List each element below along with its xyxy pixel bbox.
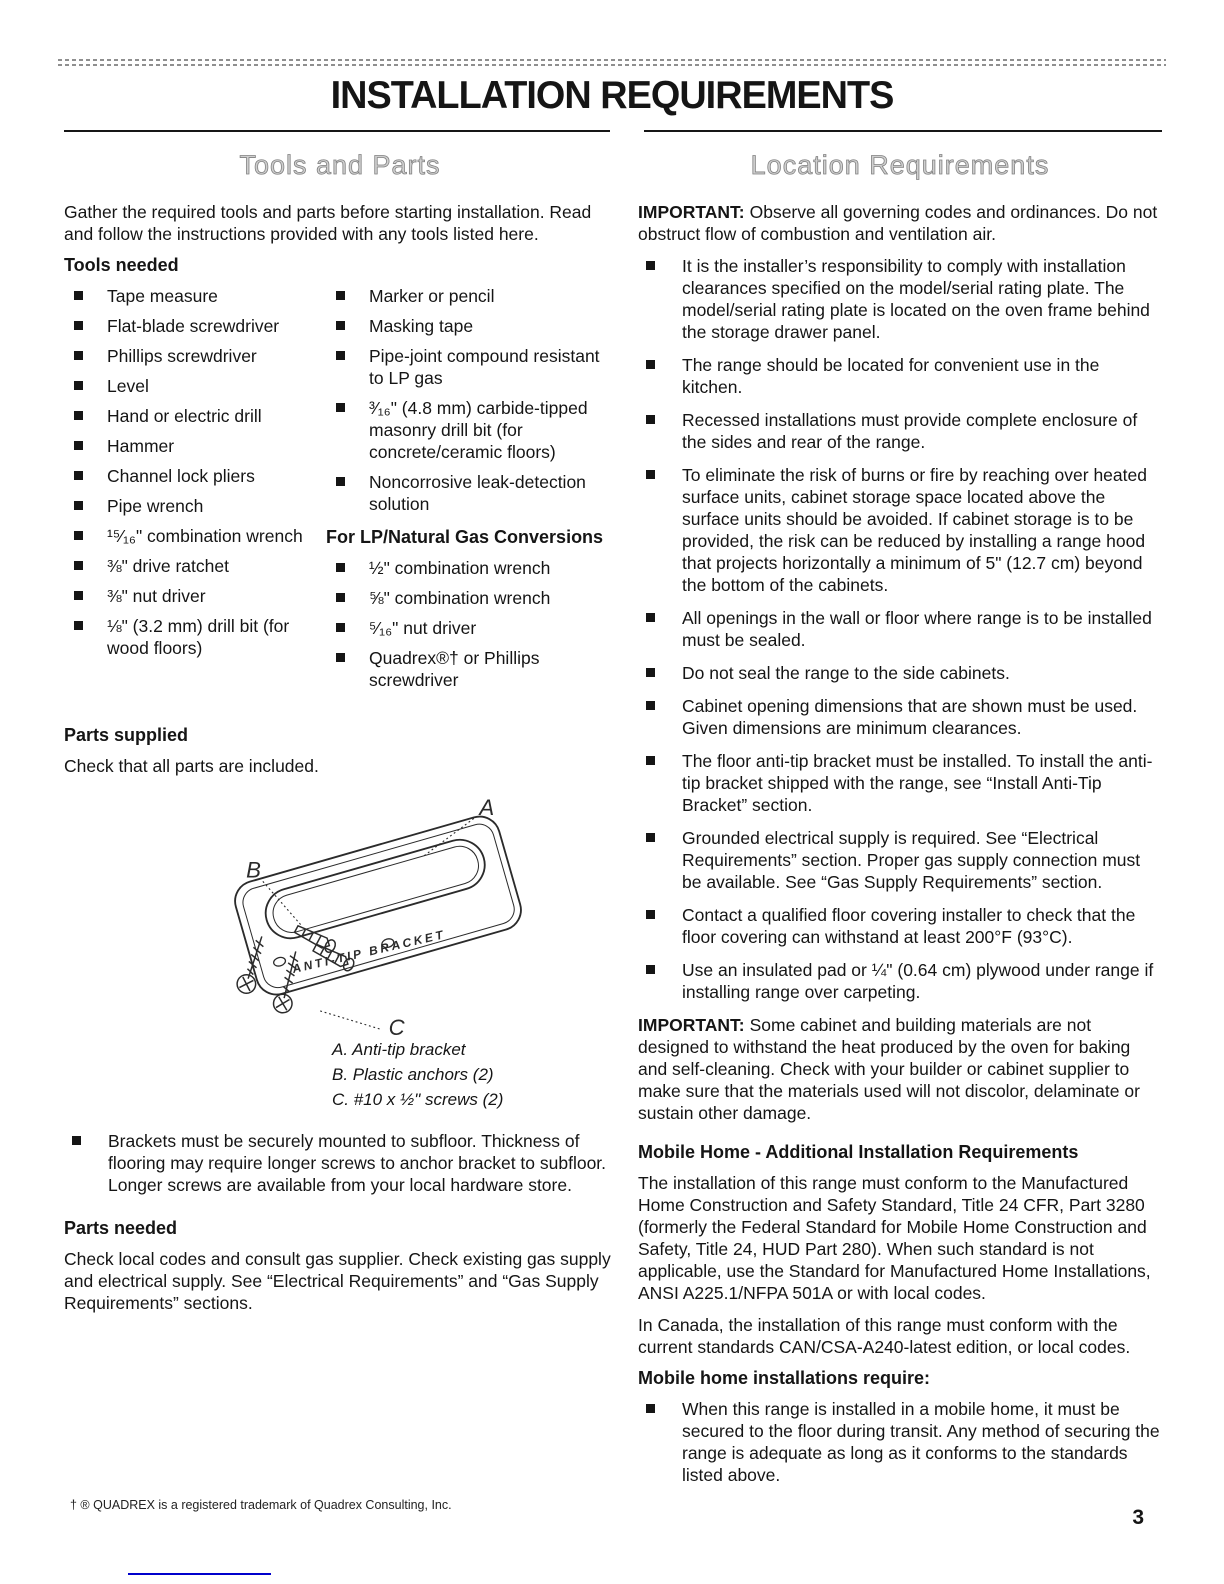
bullet-square-icon [646, 1404, 655, 1413]
bracket-note: Brackets must be securely mounted to subfloor. Thickness of flooring may require longer screws to anchor bracket to subfloor. Longer screws are available from your local hardware store. [108, 1131, 607, 1195]
tool-item: Channel lock pliers [107, 466, 255, 486]
list-item [64, 495, 326, 517]
tools-needed-heading: Tools needed [64, 255, 179, 275]
location-bullet-list [638, 255, 1162, 1003]
location-bullet: Grounded electrical supply is required. See “Electrical Requirements” section. Proper gas supply connection must be available. See “Gas Supply Requirements” section. [682, 828, 1141, 892]
tool-item: ⁵⁄₁₆" nut driver [369, 618, 477, 638]
tool-item: ⅛" (3.2 mm) drill bit (for wood floors) [107, 616, 290, 658]
list-item [638, 662, 1162, 684]
tool-item: Pipe-joint compound resistant to LP gas [369, 346, 600, 388]
figure-label-a: A [479, 794, 495, 820]
important-label: IMPORTANT: [638, 202, 745, 222]
list-item [638, 695, 1162, 739]
rule-right [644, 130, 1162, 132]
important-text: Observe all governing codes and ordinances. Do not obstruct flow of combustion and ventilation air. [638, 202, 1158, 244]
mobile-home-paragraph-1: The installation of this range must conform to the Manufactured Home Construction and Safety Standard, Title 24 CFR, Part 3280 (formerly the Federal Standard for Mobile Home Construction and Safety, Title 24, HUD Part 280). When such standard is not applicable, use the Standard for Manufactured Home Installations, ANSI A225.1/NFPA 501A or with local codes. [638, 1173, 1151, 1303]
list-item [64, 375, 326, 397]
page-title: INSTALLATION REQUIREMENTS [330, 74, 894, 117]
tools-list-left [64, 285, 326, 699]
bullet-square-icon [74, 411, 83, 420]
bullet-square-icon [336, 321, 345, 330]
section-header-tools-and-parts: Tools and Parts [239, 150, 441, 180]
figure-caption: C. #10 x ½" screws (2) [332, 1090, 504, 1109]
column-location-requirements [638, 146, 1162, 1497]
location-bullet: The floor anti-tip bracket must be installed. To install the anti-tip bracket shipped with the range, see “Install Anti-Tip Bracket” section. [682, 751, 1153, 815]
tool-item: Hammer [107, 436, 175, 456]
bullet-square-icon [336, 477, 345, 486]
tool-item: ¹⁵⁄₁₆" combination wrench [107, 526, 303, 546]
tool-item: Quadrex®† or Phillips screwdriver [369, 648, 540, 690]
rule-left [64, 130, 610, 132]
list-item [64, 525, 326, 547]
perforation-line [58, 59, 1166, 69]
bullet-square-icon [336, 623, 345, 632]
list-item [326, 471, 616, 515]
figure-label-b: B [246, 857, 261, 883]
page-number: 3 [1132, 1506, 1144, 1529]
tool-item: ⅝" combination wrench [369, 588, 551, 608]
location-bullet: Recessed installations must provide complete enclosure of the sides and rear of the range. [682, 410, 1138, 452]
location-bullet: Contact a qualified floor covering installer to check that the floor covering can withstand at least 200°F (93°C). [682, 905, 1136, 947]
parts-needed-heading: Parts needed [64, 1218, 178, 1238]
tools-list [64, 285, 616, 699]
mobile-installations-heading: Mobile home installations require: [638, 1368, 931, 1388]
list-item [638, 750, 1162, 816]
bullet-square-icon [74, 621, 83, 630]
bullet-square-icon [336, 291, 345, 300]
list-item [638, 607, 1162, 651]
footer-blue-line [128, 1573, 271, 1575]
tool-item: Tape measure [107, 286, 218, 306]
column-tools-and-parts [64, 146, 616, 1497]
list-item [64, 285, 326, 307]
bullet-square-icon [336, 403, 345, 412]
important-note [638, 201, 1162, 245]
bracket-drawing [160, 787, 560, 1040]
bullet-square-icon [74, 531, 83, 540]
tool-item: ½" combination wrench [369, 558, 551, 578]
tool-item: Flat-blade screwdriver [107, 316, 280, 336]
tools-intro: Gather the required tools and parts before starting installation. Read and follow the instructions provided with any tools listed here. [64, 202, 592, 244]
list-item [326, 285, 616, 307]
list-item [64, 585, 326, 607]
parts-supplied-intro: Check that all parts are included. [64, 756, 319, 776]
list-item [638, 904, 1162, 948]
list-item [638, 959, 1162, 1003]
bullet-square-icon [74, 381, 83, 390]
list-item [638, 827, 1162, 893]
bullet-square-icon [646, 470, 655, 479]
list-item [326, 557, 616, 579]
anti-tip-bracket-figure [160, 787, 616, 1040]
perforation-row [58, 59, 1166, 61]
location-bullet: Do not seal the range to the side cabinets. [682, 663, 1010, 683]
title-rules [64, 130, 1162, 132]
tool-item: Marker or pencil [369, 286, 495, 306]
section-header-location-requirements: Location Requirements [750, 150, 1050, 180]
important-text-2: Some cabinet and building materials are not designed to withstand the heat produced by the oven for baking and self-cleaning. Check with your builder or cabinet supplier to make sure that the materials used will not discolor, delaminate or sustain other damage. [638, 1015, 1140, 1123]
tool-item: ⅜" drive ratchet [107, 556, 229, 576]
bullet-square-icon [74, 501, 83, 510]
tool-item: ³⁄₁₆" (4.8 mm) carbide-tipped masonry drill bit (for concrete/ceramic floors) [369, 398, 588, 462]
tool-item: Noncorrosive leak-detection solution [369, 472, 586, 514]
location-bullet: Use an insulated pad or ¼" (0.64 cm) plywood under range if installing range over carpeting. [682, 960, 1154, 1002]
mobile-home-heading: Mobile Home - Additional Installation Requirements [638, 1142, 1079, 1162]
tools-list-right [326, 285, 616, 699]
mobile-bullet: When this range is installed in a mobile home, it must be secured to the floor during transit. Any method of securing the range is adequate as long as it conforms to the standards listed above. [682, 1399, 1160, 1485]
tool-item: Phillips screwdriver [107, 346, 257, 366]
bracket-note-list [64, 1130, 616, 1196]
list-item [638, 354, 1162, 398]
list-item [638, 255, 1162, 343]
list-item [64, 465, 326, 487]
list-item [64, 345, 326, 367]
list-item [326, 617, 616, 639]
bullet-square-icon [646, 910, 655, 919]
bullet-square-icon [336, 593, 345, 602]
list-item [326, 345, 616, 389]
bullet-square-icon [74, 321, 83, 330]
tool-item: Level [107, 376, 149, 396]
bullet-square-icon [646, 668, 655, 677]
list-item [326, 397, 616, 463]
list-item [638, 409, 1162, 453]
list-item [326, 587, 616, 609]
list-item [64, 615, 326, 659]
bullet-square-icon [74, 441, 83, 450]
bullet-square-icon [646, 415, 655, 424]
mobile-home-paragraph-2: In Canada, the installation of this range must conform with the current standards CAN/CSA-A240-latest edition, or local codes. [638, 1315, 1131, 1357]
bullet-square-icon [646, 833, 655, 842]
bullet-square-icon [74, 591, 83, 600]
location-bullet: To eliminate the risk of burns or fire by reaching over heated surface units, cabinet storage space located above the surface units should be avoided. If cabinet storage is to be provided, the risk can be reduced by installing a range hood that projects horizontally a minimum of 5" (12.7 cm) beyond the bottom of the cabinets. [682, 465, 1147, 595]
bullet-square-icon [74, 351, 83, 360]
bullet-square-icon [74, 471, 83, 480]
parts-needed-text: Check local codes and consult gas supplier. Check existing gas supply and electrical supply. See “Electrical Requirements” and “Gas Supply Requirements” sections. [64, 1249, 611, 1313]
figure-label-c: C [388, 1015, 405, 1040]
bullet-square-icon [646, 756, 655, 765]
tool-item: Pipe wrench [107, 496, 204, 516]
perforation-row [58, 64, 1166, 66]
figure-caption-list [332, 1037, 616, 1112]
list-item [638, 464, 1162, 596]
bullet-square-icon [646, 360, 655, 369]
list-item [326, 315, 616, 337]
lp-conversions-heading: For LP/Natural Gas Conversions [326, 527, 604, 547]
bracket-engraving: ANTI-TIP BRACKET [290, 927, 447, 977]
tool-item: ⅜" nut driver [107, 586, 206, 606]
list-item [64, 555, 326, 577]
location-bullet: Cabinet opening dimensions that are shown must be used. Given dimensions are minimum clearances. [682, 696, 1138, 738]
bullet-square-icon [336, 351, 345, 360]
figure-caption: B. Plastic anchors (2) [332, 1065, 494, 1084]
bullet-square-icon [646, 701, 655, 710]
important-note-2 [638, 1014, 1162, 1124]
bullet-square-icon [336, 653, 345, 662]
list-item [64, 1130, 616, 1196]
list-item [64, 405, 326, 427]
list-item [638, 1398, 1162, 1486]
two-column-layout [64, 146, 1162, 1497]
tool-item: Masking tape [369, 316, 474, 336]
parts-supplied-heading: Parts supplied [64, 725, 189, 745]
location-bullet: All openings in the wall or floor where range is to be installed must be sealed. [682, 608, 1152, 650]
bullet-square-icon [646, 613, 655, 622]
list-item [64, 435, 326, 457]
list-item [326, 647, 616, 691]
list-item [64, 315, 326, 337]
important-label-2: IMPORTANT: [638, 1015, 745, 1035]
trademark-footnote: † ® QUADREX is a registered trademark of Quadrex Consulting, Inc. [70, 1498, 452, 1512]
bullet-square-icon [74, 561, 83, 570]
bracket-body [230, 812, 525, 1000]
figure-caption: A. Anti-tip bracket [332, 1040, 466, 1059]
bullet-square-icon [646, 965, 655, 974]
bullet-square-icon [646, 261, 655, 270]
tool-item: Hand or electric drill [107, 406, 262, 426]
bullet-square-icon [336, 563, 345, 572]
location-bullet: It is the installer’s responsibility to comply with installation clearances specified on the model/serial rating plate. The model/serial rating plate is located on the oven frame behind the storage drawer panel. [682, 256, 1150, 342]
location-bullet: The range should be located for convenient use in the kitchen. [682, 355, 1100, 397]
bullet-square-icon [72, 1136, 81, 1145]
bullet-square-icon [74, 291, 83, 300]
